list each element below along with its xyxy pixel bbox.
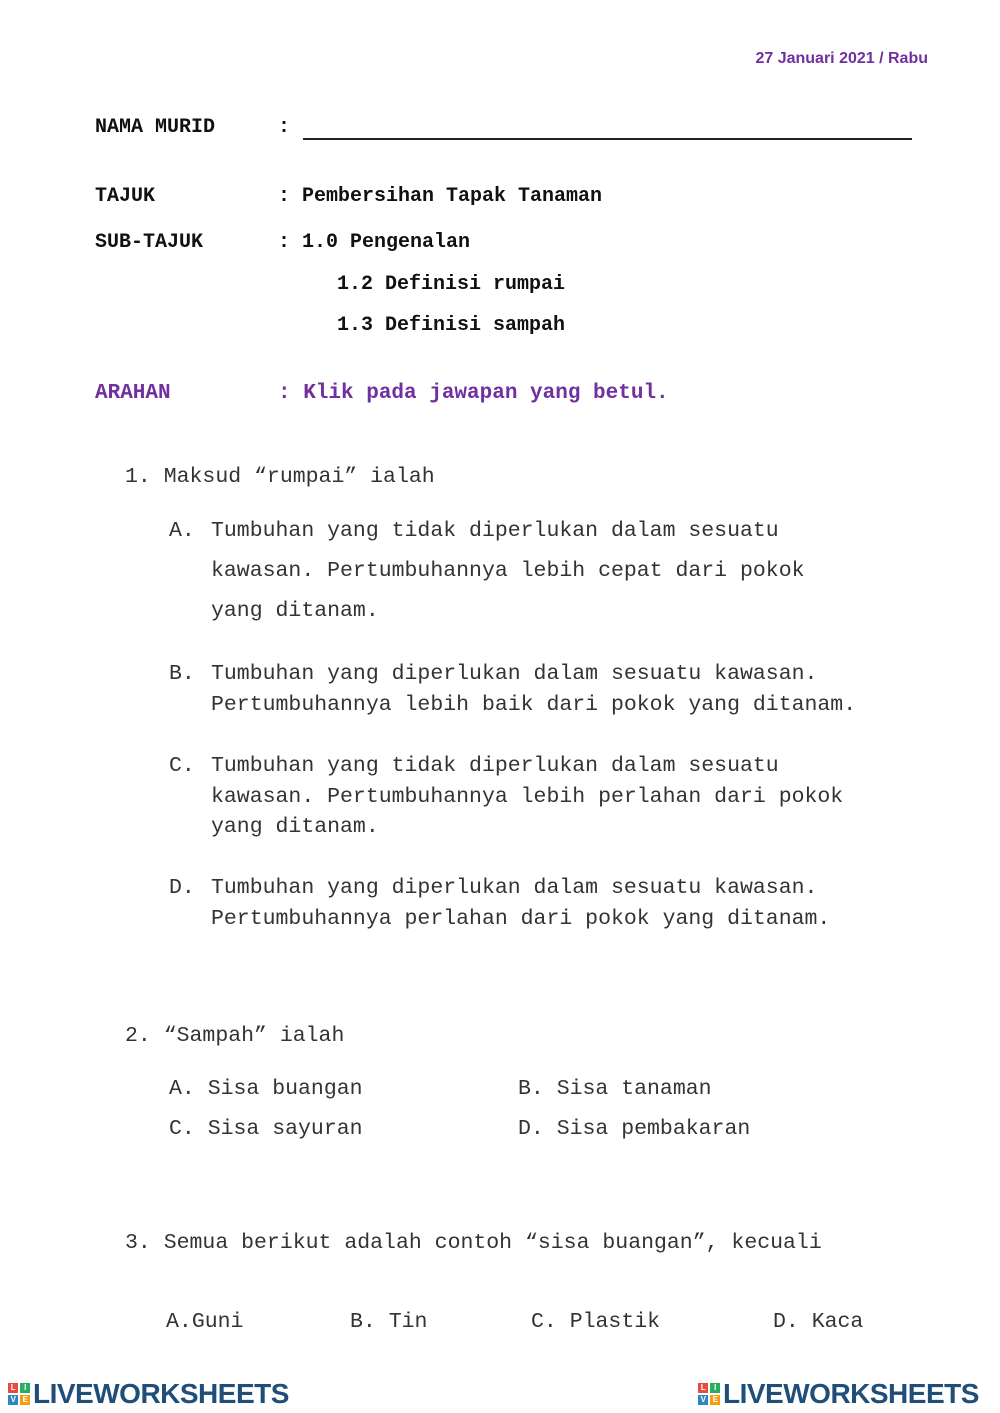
q2-option-d[interactable] — [518, 1117, 750, 1141]
option-text: Sisa buangan — [207, 1077, 363, 1101]
liveworksheets-logo-right[interactable] — [698, 1378, 979, 1410]
logo-mark-l: L — [698, 1383, 708, 1393]
logo-text: LIVEWORKSHEETS — [33, 1378, 289, 1409]
topic-value: : Pembersihan Tapak Tanaman — [278, 185, 603, 208]
option-letter: A. — [166, 1310, 192, 1334]
subtopic-item-3: 1.3 Definisi sampah — [337, 314, 566, 337]
q3-option-a[interactable] — [166, 1310, 243, 1334]
option-letter: B. — [350, 1310, 376, 1334]
q3-option-c[interactable] — [531, 1310, 660, 1334]
q1-option-b[interactable] — [169, 662, 195, 686]
question-number: 2. — [125, 1024, 151, 1048]
question-2 — [125, 1024, 344, 1048]
logo-text: LIVEWORKSHEETS — [723, 1378, 979, 1409]
date-label: 27 Januari 2021 / Rabu — [755, 50, 928, 67]
option-text: Sisa tanaman — [556, 1077, 712, 1101]
q1-option-a-line-3[interactable]: yang ditanam. — [211, 599, 379, 623]
q1-option-b-line-1[interactable]: Tumbuhan yang diperlukan dalam sesuatu kawasan. — [211, 662, 818, 686]
option-letter: D. — [169, 876, 195, 900]
option-letter: C. — [169, 1117, 195, 1141]
question-text: Semua berikut adalah contoh “sisa buangan”, kecuali — [163, 1231, 822, 1255]
q1-option-a-line-2[interactable]: kawasan. Pertumbuhannya lebih cepat dari pokok — [211, 559, 805, 583]
option-text: Guni — [191, 1310, 244, 1334]
subtopic-item-1: : 1.0 Pengenalan — [278, 231, 471, 254]
q1-option-d-line-1[interactable]: Tumbuhan yang diperlukan dalam sesuatu kawasan. — [211, 876, 818, 900]
subtopic-label: SUB-TAJUK — [95, 231, 204, 254]
q2-option-a[interactable] — [169, 1077, 363, 1101]
q1-option-a[interactable] — [169, 519, 195, 543]
name-colon: : — [278, 116, 291, 139]
option-letter: C. — [169, 754, 195, 778]
subtopic-item-2: 1.2 Definisi rumpai — [337, 273, 566, 296]
logo-mark-icon — [698, 1383, 720, 1405]
q1-option-b-line-2[interactable]: Pertumbuhannya lebih baik dari pokok yang ditanam. — [211, 693, 857, 717]
q2-option-c[interactable] — [169, 1117, 363, 1141]
instruction-label: ARAHAN — [95, 382, 171, 405]
q1-option-c-line-1[interactable]: Tumbuhan yang tidak diperlukan dalam sesuatu — [211, 754, 779, 778]
logo-mark-icon — [8, 1383, 30, 1405]
option-letter: A. — [169, 519, 195, 543]
option-text: Plastik — [569, 1310, 661, 1334]
q1-option-c-line-3[interactable]: yang ditanam. — [211, 815, 379, 839]
option-letter: D. — [773, 1310, 799, 1334]
liveworksheets-logo-left[interactable] — [8, 1378, 289, 1410]
q3-option-b[interactable] — [350, 1310, 427, 1334]
logo-mark-i: I — [710, 1383, 720, 1393]
option-text: Sisa pembakaran — [556, 1117, 751, 1141]
question-text: “Sampah” ialah — [163, 1024, 345, 1048]
logo-mark-v: V — [8, 1395, 18, 1405]
q1-option-a-line-1[interactable]: Tumbuhan yang tidak diperlukan dalam sesuatu — [211, 519, 779, 543]
q3-option-d[interactable] — [773, 1310, 863, 1334]
option-text: Sisa sayuran — [207, 1117, 363, 1141]
q1-option-d[interactable] — [169, 876, 195, 900]
option-letter: B. — [169, 662, 195, 686]
logo-mark-e: E — [20, 1395, 30, 1405]
logo-mark-l: L — [8, 1383, 18, 1393]
option-text: Tin — [388, 1310, 428, 1334]
question-3 — [125, 1231, 822, 1255]
q1-option-c-line-2[interactable]: kawasan. Pertumbuhannya lebih perlahan dari pokok — [211, 785, 844, 809]
option-letter: A. — [169, 1077, 195, 1101]
question-number: 1. — [125, 465, 151, 489]
name-input-line[interactable] — [303, 138, 912, 140]
option-letter: D. — [518, 1117, 544, 1141]
q1-option-c[interactable] — [169, 754, 195, 778]
instruction-value: : Klik pada jawapan yang betul. — [278, 382, 669, 405]
logo-mark-v: V — [698, 1395, 708, 1405]
option-letter: C. — [531, 1310, 557, 1334]
q2-option-b[interactable] — [518, 1077, 712, 1101]
question-1 — [125, 465, 435, 489]
question-text: Maksud “rumpai” ialah — [163, 465, 435, 489]
q1-option-d-line-2[interactable]: Pertumbuhannya perlahan dari pokok yang ditanam. — [211, 907, 831, 931]
logo-mark-e: E — [710, 1395, 720, 1405]
option-text: Kaca — [811, 1310, 864, 1334]
question-number: 3. — [125, 1231, 151, 1255]
option-letter: B. — [518, 1077, 544, 1101]
topic-label: TAJUK — [95, 185, 156, 208]
name-label: NAMA MURID — [95, 116, 216, 139]
logo-mark-i: I — [20, 1383, 30, 1393]
